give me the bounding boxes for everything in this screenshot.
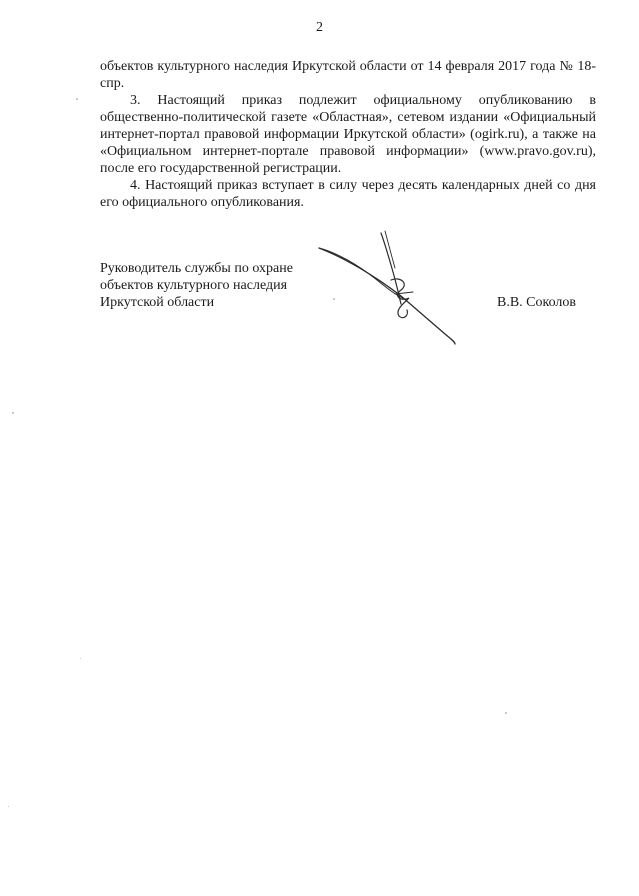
paragraph-entry-into-force: 4. Настоящий приказ вступает в силу через десять календарных дней со дня его официального опубликования. xyxy=(100,178,596,210)
scan-speck xyxy=(76,98,78,100)
page-number: 2 xyxy=(316,20,323,35)
handwritten-signature xyxy=(305,228,475,358)
signature-stroke xyxy=(319,248,403,298)
paragraph-publication: 3. Настоящий приказ подлежит официальному опубликованию в общественно-политической газете «Областная», сетевом издании «Официальный интернет-портал правовой информации Иркутской области» (ogirk.ru), а также на «Официальном интернет-портале правовой информации» (www.pravo.gov.ru), после его государственной регистрации. xyxy=(100,93,596,176)
signatory-position-line: объектов культурного наследия xyxy=(100,278,288,293)
signatory-name: В.В. Соколов xyxy=(497,295,577,310)
signatory-position-line: Руководитель службы по охране xyxy=(100,261,293,276)
document-body xyxy=(100,58,596,211)
scan-speck xyxy=(505,712,507,714)
paragraph-continuation: объектов культурного наследия Иркутской области от 14 февраля 2017 года № 18-спр. xyxy=(100,59,596,91)
scan-speck xyxy=(8,806,9,807)
signature-stroke xyxy=(391,279,409,318)
signatory-position xyxy=(100,260,293,311)
signature-stroke xyxy=(319,248,455,344)
signatory-position-line: Иркутской области xyxy=(100,295,215,310)
scan-speck xyxy=(80,658,81,659)
scan-speck xyxy=(333,298,335,300)
scan-speck xyxy=(12,412,14,414)
